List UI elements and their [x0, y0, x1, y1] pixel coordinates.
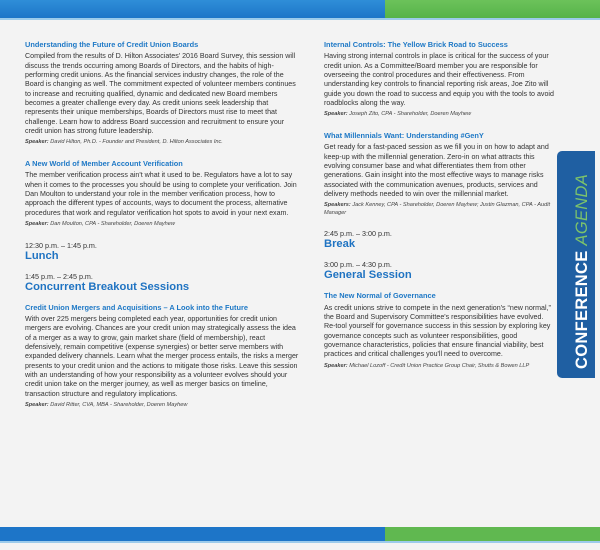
session-title: Internal Controls: The Yellow Brick Road to Success	[324, 40, 508, 49]
tab-label	[565, 151, 600, 378]
top-stripe	[0, 0, 600, 18]
session-internal-controls	[324, 40, 556, 119]
speaker-name: Michael Lozoff - Credit Union Practice Group Chair, Shutts & Bowen LLP	[349, 362, 530, 369]
session-title: Understanding the Future of Credit Union Boards	[25, 40, 199, 49]
session-member-verification	[25, 159, 300, 229]
break-block	[324, 229, 556, 251]
bottom-stripe-blue	[0, 527, 385, 541]
breakout-title: Concurrent Breakout Sessions	[25, 280, 190, 293]
speaker-line	[25, 221, 300, 229]
top-stripe-green	[385, 0, 600, 18]
tab-word-conference: CONFERENCE	[573, 250, 591, 369]
speaker-label: Speaker:	[324, 362, 348, 369]
general-session-block	[324, 260, 556, 282]
breakout-time: 1:45 p.m. – 2:45 p.m.	[25, 271, 93, 281]
session-description: Having strong internal controls in place is critical for the success of your credit union. As a Committee/Board member you are responsible for overseeing the control procedures and their effectiveness. From understanding key controls to financial reporting risk areas, Joe Zito will guide you down the road to success and equip you with the tools to avoid roadblocks along the way.	[324, 52, 554, 108]
bottom-divider	[0, 541, 600, 543]
session-description: With over 225 mergers being completed each year, opportunities for credit union mergers are evolving. Chances are your credit union may strategically assess the idea of a merger as a way to grow, gain market share (field of membership), react defensively, remain competitive (expense synergies) or better serve members with expanded delivery channels. Learn what the merger process entails, the risks a merger presents to your credit union and the actions to mitigate those risks. Leave this session with an understanding of how your responsibility as a volunteer evolves should your credit union take on the merger journey, as well as merger basics on timeline, transaction structure and regulatory implications.	[25, 314, 299, 398]
session-governance	[324, 291, 556, 370]
session-board-future	[25, 40, 300, 147]
lunch-time: 12:30 p.m. – 1:45 p.m.	[25, 240, 97, 250]
break-title: Break	[324, 238, 356, 251]
speaker-name: Joseph Zito, CPA - Shareholder, Doeren Mayhew	[349, 111, 472, 118]
session-title: The New Normal of Governance	[324, 291, 436, 301]
speaker-line	[324, 111, 556, 119]
top-divider	[0, 18, 600, 20]
speaker-line	[25, 402, 300, 410]
top-stripe-blue	[0, 0, 385, 18]
session-title: What Millennials Want: Understanding #GenY	[324, 130, 484, 140]
lunch-title: Lunch	[25, 249, 59, 262]
right-column	[324, 40, 556, 382]
speaker-name: David Hilton, Ph.D. - Founder and President, D. Hilton Associates Inc.	[50, 139, 223, 146]
speaker-line	[324, 202, 556, 217]
bottom-stripe	[0, 527, 600, 541]
session-description: Get ready for a fast-paced session as we fill you in on how to adapt and keep-up with the millennial generation. Zero-in on what attracts this evolving consumer base and what differentiates them from other generations. Gain insight into the most effective ways to manage risks associated with the communication avenues, products, services and delivery methods needed to win over the millennial market.	[324, 143, 549, 198]
speaker-label: Speaker:	[25, 221, 49, 227]
break-time: 2:45 p.m. – 3:00 p.m.	[324, 229, 392, 239]
speaker-label: Speaker:	[25, 401, 49, 408]
conference-agenda-tab	[557, 151, 595, 378]
speaker-name: Dan Moulton, CPA - Shareholder, Doeren Mayhew	[50, 221, 175, 227]
session-title: Credit Union Mergers and Acquisitions – A Look into the Future	[25, 302, 248, 312]
session-millennials	[324, 131, 556, 217]
speaker-label: Speakers:	[324, 202, 351, 209]
bottom-stripe-green	[385, 527, 600, 541]
general-session-time: 3:00 p.m. – 4:30 p.m.	[324, 260, 392, 270]
breakout-block	[25, 272, 300, 294]
session-description: As credit unions strive to compete in the next generation's “new normal,” the Board and Supervisory Committee's responsibilities have evolved. Re-tool yourself for governance success in this session by exploring key governance concepts such as volunteer responsibilities, good governance characteristics, policies that ensure financial viability, best practices and critical challenges you'll need to overcome.	[324, 303, 551, 359]
session-description: Compiled from the results of D. Hilton Associates' 2016 Board Survey, this session will discuss the trends occurring among Boards of Directors, and the habits of high-performing credit unions. As the financial services industry changes, the role of the Board is changing as well. The commitment expected of volunteer members continues to increase and recruiting qualified, dynamic and dedicated new Board members becomes a greater challenge every day. As credit unions seek leadership that represents their unique memberships, Boards of Directors must rise to meet that challenge. Learn how to address Board succession and recruitment to ensure your credit union has strong future leadership.	[25, 52, 296, 136]
left-column	[25, 40, 300, 421]
session-description: The member verification process ain't what it used to be. Regulators have a lot to say when it comes to the processes you should be using to complete your verification. Join Dan Moulton to understand your role in the member verification process, how to approach the different types of accounts, ways to document the process, alternative procedures that work and regulator verification hot spots to avoid in your next exam.	[25, 171, 297, 217]
speaker-line	[324, 363, 556, 371]
session-title: A New World of Member Account Verification	[25, 158, 183, 168]
tab-word-agenda: AGENDA	[573, 174, 591, 246]
session-mergers	[25, 303, 300, 410]
speaker-label: Speaker:	[25, 139, 49, 146]
speaker-name: Jack Kenney, CPA - Shareholder, Doeren Mayhew; Justin Glazman, CPA - Audit Manager	[324, 202, 551, 216]
speaker-label: Speaker:	[324, 111, 348, 118]
speaker-name: David Ritter, CVA, MBA - Shareholder, Doeren Mayhew	[50, 401, 188, 408]
speaker-line	[25, 139, 300, 147]
lunch-block	[25, 241, 300, 263]
general-session-title: General Session	[324, 269, 412, 282]
